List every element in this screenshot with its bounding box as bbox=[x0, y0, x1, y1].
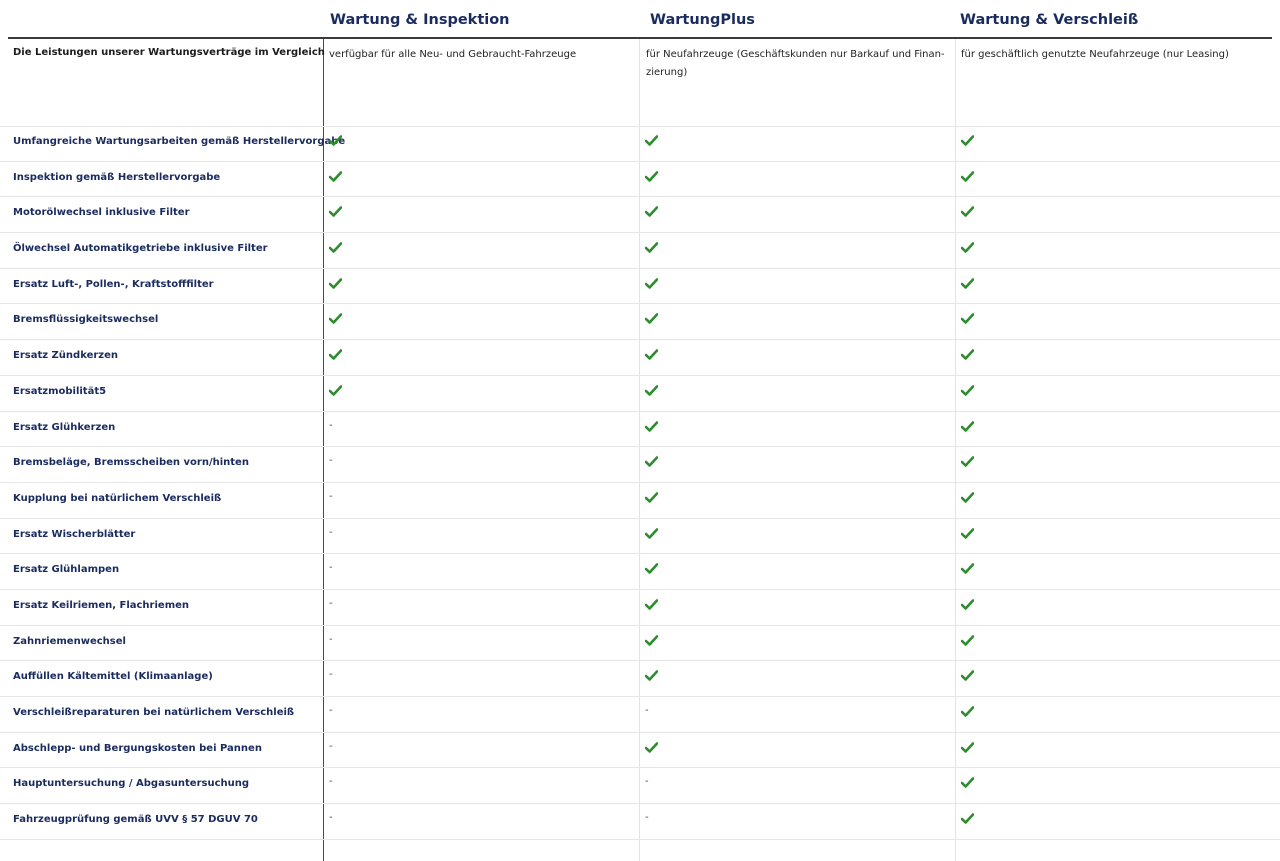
checkmark-icon bbox=[961, 278, 981, 292]
row-label: Bremsbeläge, Bremsscheiben vorn/hinten bbox=[13, 457, 249, 469]
column-title-wartungplus: WartungPlus bbox=[650, 12, 755, 28]
checkmark-icon bbox=[645, 171, 665, 185]
row-label: Hauptuntersuchung / Abgasuntersuchung bbox=[13, 778, 250, 790]
row-label: Ölwechsel Automatikgetriebe inklusive Filter bbox=[13, 243, 268, 255]
table-row bbox=[0, 768, 1280, 804]
checkmark-icon bbox=[961, 670, 981, 684]
checkmark-icon bbox=[645, 206, 665, 220]
checkmark-icon bbox=[961, 492, 981, 506]
table-row bbox=[0, 519, 1280, 555]
column-title-wartung-inspektion: Wartung & Inspektion bbox=[330, 12, 510, 28]
checkmark-icon bbox=[329, 206, 349, 220]
not-included-dash: - bbox=[329, 597, 333, 609]
table-row bbox=[0, 412, 1280, 448]
checkmark-icon bbox=[645, 135, 665, 149]
checkmark-icon bbox=[645, 242, 665, 256]
row-label: Ersatz Wischerblätter bbox=[13, 528, 136, 540]
column-title-wartung-verschleiss: Wartung & Verschleiß bbox=[960, 12, 1139, 28]
table-row bbox=[0, 340, 1280, 376]
checkmark-icon bbox=[645, 278, 665, 292]
table-row bbox=[0, 447, 1280, 483]
checkmark-icon bbox=[645, 456, 665, 470]
column-description-wartungplus bbox=[646, 46, 945, 82]
row-label: Verschleißreparaturen bei natürlichem Verschleiß bbox=[13, 707, 295, 718]
checkmark-icon bbox=[961, 742, 981, 756]
row-label: Zahnriemenwechsel bbox=[13, 635, 126, 647]
checkmark-icon bbox=[329, 385, 349, 399]
table-row bbox=[0, 126, 1280, 162]
row-label: Ersatz Glühkerzen bbox=[13, 421, 116, 433]
not-included-dash: - bbox=[329, 419, 333, 431]
table-row bbox=[0, 376, 1280, 412]
row-label: Inspektion gemäß Herstellervorgabe bbox=[13, 171, 221, 183]
checkmark-icon bbox=[961, 635, 981, 649]
checkmark-icon bbox=[329, 278, 349, 292]
not-included-dash: - bbox=[645, 705, 649, 716]
checkmark-icon bbox=[961, 563, 981, 577]
table-row bbox=[0, 554, 1280, 590]
table-row bbox=[0, 661, 1280, 697]
not-included-dash: - bbox=[645, 776, 649, 788]
not-included-dash: - bbox=[329, 705, 333, 716]
table-row bbox=[0, 269, 1280, 305]
checkmark-icon bbox=[329, 242, 349, 256]
checkmark-icon bbox=[961, 206, 981, 220]
checkmark-icon bbox=[645, 528, 665, 542]
checkmark-icon bbox=[645, 742, 665, 756]
row-label: Ersatzmobilität5 bbox=[13, 385, 107, 397]
not-included-dash: - bbox=[329, 455, 333, 467]
checkmark-icon bbox=[329, 349, 349, 363]
checkmark-icon bbox=[961, 456, 981, 470]
checkmark-icon bbox=[961, 171, 981, 185]
not-included-dash: - bbox=[329, 812, 333, 824]
row-label: Fahrzeugprüfung gemäß UVV § 57 DGUV 70 bbox=[13, 814, 258, 826]
checkmark-icon bbox=[961, 313, 981, 327]
table-row bbox=[0, 483, 1280, 519]
row-label: Abschlepp- und Bergungskosten bei Pannen bbox=[13, 742, 262, 754]
checkmark-icon bbox=[645, 599, 665, 613]
checkmark-icon bbox=[645, 349, 665, 363]
table-row bbox=[0, 697, 1280, 733]
description-line: für Neufahrzeuge (Geschäftskunden nur Barkauf und Finan- bbox=[646, 49, 945, 60]
table-row bbox=[0, 804, 1280, 840]
not-included-dash: - bbox=[645, 812, 649, 824]
row-label: Umfangreiche Wartungsarbeiten gemäß Herstellervorgabe bbox=[13, 136, 346, 147]
table-row bbox=[0, 626, 1280, 662]
checkmark-icon bbox=[961, 528, 981, 542]
checkmark-icon bbox=[645, 385, 665, 399]
not-included-dash: - bbox=[329, 633, 333, 645]
checkmark-icon bbox=[961, 813, 981, 827]
not-included-dash: - bbox=[329, 740, 333, 752]
row-label: Ersatz Zündkerzen bbox=[13, 350, 119, 362]
checkmark-icon bbox=[961, 599, 981, 613]
checkmark-icon bbox=[961, 706, 981, 720]
row-label: Motorölwechsel inklusive Filter bbox=[13, 207, 190, 219]
intro-row bbox=[0, 39, 1280, 127]
checkmark-icon bbox=[961, 421, 981, 435]
row-label: Ersatz Glühlampen bbox=[13, 564, 120, 576]
table-row bbox=[0, 590, 1280, 626]
checkmark-icon bbox=[961, 777, 981, 791]
row-label: Auffüllen Kältemittel (Klimaanlage) bbox=[13, 671, 213, 683]
not-included-dash: - bbox=[329, 776, 333, 788]
checkmark-icon bbox=[645, 421, 665, 435]
checkmark-icon bbox=[329, 313, 349, 327]
row-label: Ersatz Luft-, Pollen-, Kraftstofffilter bbox=[13, 278, 214, 290]
checkmark-icon bbox=[645, 313, 665, 327]
checkmark-icon bbox=[961, 349, 981, 363]
row-label: Ersatz Keilriemen, Flachriemen bbox=[13, 599, 190, 611]
checkmark-icon bbox=[961, 135, 981, 149]
not-included-dash: - bbox=[329, 562, 333, 574]
row-label: Kupplung bei natürlichem Verschleiß bbox=[13, 492, 222, 504]
checkmark-icon bbox=[645, 492, 665, 506]
checkmark-icon bbox=[961, 385, 981, 399]
column-description-wartung-inspektion: verfügbar für alle Neu- und Gebraucht-Fahrzeuge bbox=[329, 49, 577, 60]
checkmark-icon bbox=[645, 563, 665, 577]
description-line: zierung) bbox=[646, 67, 688, 78]
table-row bbox=[0, 197, 1280, 233]
checkmark-icon bbox=[329, 135, 349, 149]
row-label: Bremsflüssigkeitswechsel bbox=[13, 314, 159, 326]
not-included-dash: - bbox=[329, 669, 333, 681]
not-included-dash: - bbox=[329, 526, 333, 538]
checkmark-icon bbox=[645, 670, 665, 684]
checkmark-icon bbox=[645, 635, 665, 649]
column-headers bbox=[0, 0, 1280, 38]
table-row bbox=[0, 304, 1280, 340]
not-included-dash: - bbox=[329, 490, 333, 502]
checkmark-icon bbox=[329, 171, 349, 185]
comparison-table bbox=[0, 126, 1280, 840]
checkmark-icon bbox=[961, 242, 981, 256]
column-description-wartung-verschleiss: für geschäftlich genutzte Neufahrzeuge (nur Leasing) bbox=[961, 49, 1229, 60]
table-row bbox=[0, 733, 1280, 769]
table-row bbox=[0, 162, 1280, 198]
intro-label: Die Leistungen unserer Wartungsverträge im Vergleich bbox=[13, 47, 325, 58]
table-row bbox=[0, 233, 1280, 269]
